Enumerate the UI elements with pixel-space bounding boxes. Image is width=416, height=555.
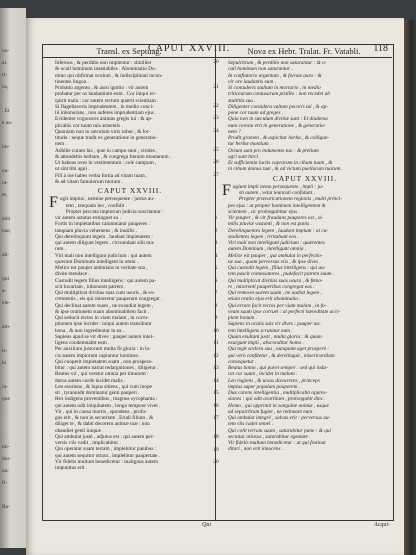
text-line: bitur : qui autem narrat redargutiones , diligetur . xyxy=(55,365,159,371)
previous-page-fragment: al. xyxy=(2,60,8,66)
text-line: qui autem sequitur otium , implebitur paupertate . xyxy=(55,452,161,459)
text-line: lii inhonorans , non auferes imprudentiam ejus . xyxy=(55,110,157,116)
text-line: agri sunt hirci . xyxy=(228,153,261,160)
text-line: Qui seducit rectos in viam malam , in corru- xyxy=(55,315,149,321)
catchword-right: Acqui- xyxy=(374,522,390,528)
verse-number: 12 xyxy=(213,352,219,359)
text-line: probatur per os laudantium eum . Cor iniqui ex- xyxy=(55,91,157,98)
verse-number: 18 xyxy=(213,434,219,440)
previous-page-fragment: ebit xyxy=(2,216,11,222)
left-chapter-passage xyxy=(49,196,211,471)
verse-number: 21 xyxy=(213,84,219,90)
text-line: Qui cooperit impietatem suam , non prospera- xyxy=(55,358,153,365)
text-line: Rex indigens proventibus , magnus sycophanta : xyxy=(55,396,158,403)
text-line: cis autem impiorum capiuntur homines . xyxy=(55,352,141,359)
text-line: scientem , sic prolongabitur ejus . xyxy=(228,208,300,215)
drop-cap: F xyxy=(222,181,231,199)
verse-number: 9 xyxy=(214,315,218,322)
text-line: rum . xyxy=(55,246,67,253)
text-line: Qui ambulat justè , adjutus est : qui autem per- xyxy=(55,433,155,440)
previous-page-edge xyxy=(0,8,26,548)
text-line: milis pluviæ vastanti , & non est panis . xyxy=(228,221,312,228)
text-line: pient bonum . xyxy=(228,315,257,321)
text-line: sectatur otiosos , saturabitur egestate . xyxy=(228,433,311,440)
text-line: tem intelligens scrutatur eum . xyxy=(228,327,293,334)
text-line: Si contuderis stultum in mortario , in medio xyxy=(228,85,321,91)
verse-number: 24 xyxy=(213,127,219,134)
text-line: tem , tanquam leo , confidit . xyxy=(65,202,127,209)
previous-page-fragment: is- xyxy=(2,348,8,354)
previous-page-fragment: lo xyxy=(2,360,7,366)
text-line: Derelinquentes legem , laudant impium : at cu- xyxy=(228,227,329,234)
previous-page-fragment: ua: xyxy=(2,468,9,474)
text-line: re , miserenti pauperibus congregat eas . xyxy=(228,283,315,290)
text-line: stodientes legem , irritabunt eos . xyxy=(228,233,299,240)
text-line: Qui ambulat integrè , salvus erit : perversus au- xyxy=(228,415,331,421)
text-line: & oculi hominum insatiabiles . Abominatio Do- xyxy=(55,66,157,73)
verse-number: 11 xyxy=(213,340,219,347)
text-line: Quoniam non in sæculum viris robur , & for- xyxy=(55,128,151,135)
text-line: Qui custodit legem , filius intelligens : qui au- xyxy=(228,265,326,271)
text-line: In conflatorio argentum , & fornax auro : & xyxy=(228,72,322,79)
text-line: rat cor suum , incidet in malum . xyxy=(228,371,298,378)
right-top-passage xyxy=(222,60,388,173)
previous-page-fragment: ele- xyxy=(2,300,11,306)
previous-page-fragment: nae, xyxy=(2,228,12,234)
text-line: Viri mali non intelligunt judicium : qui autem xyxy=(55,252,152,259)
text-line: Sapiens in oculis suis vir dives : pauper au- xyxy=(228,321,321,328)
text-line: Diligenter considera vultum pecoris tui , & ap- xyxy=(228,103,329,110)
verse-number: 15 xyxy=(213,390,219,397)
text-line: Qui multiplicat divitias suas cum usuris , & ex- xyxy=(55,290,156,296)
text-line: Melior est pauper , qui ambulat in perfectio- xyxy=(228,252,323,259)
previous-page-fragment: ali- xyxy=(2,252,10,258)
verse-number: 2 xyxy=(214,227,218,234)
right-column xyxy=(216,45,392,520)
previous-page-fragment: ri- xyxy=(2,72,8,78)
verse-number: 10 xyxy=(213,327,219,334)
text-line: & attondebis herbam , & congrega fœnum montanum . xyxy=(55,153,172,160)
text-line: Si flagellaveris imprudentem , in medio conci- xyxy=(55,103,154,110)
text-line: qui verò confitetur , & derelinquit , misericordiam xyxy=(228,352,335,359)
text-line: Custodit legem filius intelligens : qui autem pa- xyxy=(55,277,157,284)
text-line: Fugiunt impii nemo persequente , impii : ju- xyxy=(222,181,324,199)
text-line: obaudiet genti iniquæ . xyxy=(55,427,104,434)
text-line: quærunt Dominum intelligent in omni . xyxy=(55,258,139,265)
text-line: & ad vitam famulorum tuorum . xyxy=(55,178,123,185)
text-line: Sapiens apud se vir dives : pauper autem intel- xyxy=(55,333,154,340)
previous-page-fragment: . xyxy=(2,432,4,438)
text-line: pes ejus : at propter hominem intelligentem & xyxy=(228,202,326,209)
left-top-passage xyxy=(49,60,211,185)
text-line: Viri mali non intelligunt judicium : quærentes xyxy=(228,240,325,246)
text-line: Qui derelinquunt legem , laudant impietatem : xyxy=(55,233,153,240)
text-line: quirit mala : cor autem rectum quærit scientiam . xyxy=(55,97,159,104)
verse-number: 6 xyxy=(214,277,218,284)
text-line: Per auxilium justorum multa fit gloria : in lo- xyxy=(55,346,151,353)
text-line: tur herbæ montium . xyxy=(228,141,272,148)
text-line: ad sepulchrum fugiet , ne retineant eum . xyxy=(228,408,315,415)
text-line: etiam oratio ejus erit abominatio . xyxy=(228,296,301,303)
verse-number: 13 xyxy=(213,365,219,372)
text-line: Vir fidelis multum benedicetur : at qui festinat xyxy=(228,440,326,446)
previous-page-fragment: ra- xyxy=(2,180,9,186)
drop-cap: F xyxy=(49,194,58,212)
previous-page-fragment: a- xyxy=(2,288,7,294)
text-line: Propter prævaricationem regionis , multi princi- xyxy=(238,196,342,203)
previous-page-fragment: no- xyxy=(2,48,10,54)
text-line: impius super populum pauperem . xyxy=(228,383,301,390)
verse-number: 25 xyxy=(213,146,219,153)
book-edge-shadow xyxy=(404,20,416,555)
text-line: nem . xyxy=(55,141,67,148)
text-line: Propter peccata impiorum judicia suscitantur : xyxy=(65,208,164,215)
text-line: plicabis cor tuum tuis armentis . xyxy=(55,122,123,129)
previous-page-fragment: . Et xyxy=(2,108,10,114)
text-line: Ut habeas oves in vestimentum : cole campum , xyxy=(55,160,157,166)
left-column-text xyxy=(43,58,215,471)
text-line: veam suam ipse corruet : at perfecti hæreditate acci- xyxy=(228,308,341,315)
text-line: Leo esuriens , & lupus sitiens , qui cum inope xyxy=(55,383,152,390)
previous-page-fragment: . xyxy=(2,408,4,414)
text-frame xyxy=(42,44,394,521)
text-line: tem pascit comessatores , pudefacit patrem suum . xyxy=(228,271,335,278)
text-line: Probatio argento , & auro ignitio : vir autem xyxy=(55,85,149,91)
text-line: nem ? xyxy=(228,128,241,135)
text-line: Vir pauper , & vir fraudans pauperes est , si- xyxy=(228,215,324,221)
verse-number: 17 xyxy=(213,415,219,422)
text-line: Qui colit terram suam , saturabitur pane : & qui xyxy=(228,427,331,434)
text-line: Adhibe curam his , quæ in campo sunt , virides , xyxy=(55,147,158,154)
text-line: ut sint tibi agni . xyxy=(55,166,90,173)
text-line: Quia non in sæculum divitiæ sunt : Et diadema xyxy=(228,116,328,123)
text-line: diliget te , & dabit decorem animæ tuæ : non xyxy=(55,421,150,428)
text-line: qui autem diligunt legem , circumdant sibi mu- xyxy=(55,240,155,246)
text-line: triticearum contusarum pistillo : non recedet ab xyxy=(228,91,330,98)
verse-number: 20 xyxy=(213,59,219,65)
text-line: tem viis cadet semel . xyxy=(228,421,274,428)
text-line: impunitus erit . xyxy=(55,465,88,471)
text-line: Fili à me habes verba fortia ad vitam tuam , xyxy=(55,172,148,179)
catchword-left: Qui xyxy=(202,522,211,528)
text-line: Vir fidelis multum benedicetur : malignus autem xyxy=(55,458,158,465)
text-line: Fortis in impietatibus calumniatur pauperes : xyxy=(55,221,150,228)
previous-page-fragment: te, xyxy=(2,192,8,198)
text-line: ne sua , quam perversus viis , & ipse dives . xyxy=(228,258,321,265)
text-line: Infernus , & perditio non implentur : similiter xyxy=(55,60,152,66)
text-line: ptionem ipse incidet : iniqui autem transibunt xyxy=(55,321,152,328)
previous-page-fragment: qui xyxy=(2,276,10,282)
right-column-text xyxy=(216,58,392,453)
verse-number: 1 xyxy=(214,215,218,222)
book-page xyxy=(26,18,404,555)
previous-page-fragment: im- xyxy=(2,144,10,150)
text-line: Leo rugiens , & ursus discurrens , princeps xyxy=(228,377,320,384)
right-chapter-title: CAPUT XXVIII. xyxy=(272,173,338,183)
text-line: versis viis vadit , implicabitur . xyxy=(55,440,121,446)
right-column-heading: Nova ex Hebr. Tralat. Fr. Vatabli. xyxy=(216,45,392,58)
verse-number: 22 xyxy=(213,102,219,109)
text-line: Homo , qui opprimit in sanguine animæ , usque xyxy=(228,402,329,409)
page-number: 118 xyxy=(373,43,388,54)
verse-number: 8 xyxy=(214,302,218,309)
text-line: ligens condemnabit eum . xyxy=(55,340,110,346)
text-line: Sepulchrum , & perditio non saturantur : & o- xyxy=(228,60,327,66)
text-line: & ipse orationem suam abominabilem facit . xyxy=(55,308,150,315)
left-chapter-title: CAPUT XXVIII. xyxy=(97,186,163,195)
text-line: Prodit gramen , & aspicitur herba , & colligun- xyxy=(228,135,330,141)
text-line: Et sufficientia lactis caprarum in cibum tuum , & xyxy=(228,160,333,166)
text-line: tinentes lingua . xyxy=(55,78,89,85)
text-line: divite mendace . xyxy=(55,271,90,278)
verse-number: 7 xyxy=(214,290,218,297)
text-line: Vir , qui in causa mortis , spondens , profu- xyxy=(55,408,147,415)
previous-page-fragment: ra- xyxy=(2,384,9,390)
verse-number: 3 xyxy=(214,240,218,247)
text-line: qui autem odit iniquitatem , longo tempore vivet . xyxy=(55,402,161,409)
left-column-heading: Transl. ex Septuag. xyxy=(43,45,215,58)
previous-page-fragment: Ba- xyxy=(2,504,10,510)
right-chapter-passage xyxy=(222,181,388,453)
previous-page-fragment: e au- xyxy=(2,120,13,126)
text-line: vir ore laudantis eum . xyxy=(228,78,276,85)
verse-number: 5 xyxy=(214,265,218,272)
verse-number: 27 xyxy=(213,171,219,178)
text-line: crementis , eis qui miseretur pauperum congregat . xyxy=(55,296,163,303)
text-line: Melior est pauper ambulans in veritate sua , xyxy=(55,265,148,271)
text-line: consequetur . xyxy=(228,358,257,365)
page-footer xyxy=(42,522,392,532)
text-line: Qui declinat aurem suam , ne exaudiat legem , xyxy=(55,302,154,309)
text-line: num corona erit in generatione , & generatio- xyxy=(228,122,326,129)
text-line: sit , tyrannidit dominatur genti pauperi . xyxy=(55,390,140,396)
text-line: Fugit impius , nemine persequente : justus au- xyxy=(49,194,155,212)
previous-page-fragment: que xyxy=(2,396,10,402)
text-line: ditari , non erit innocens . xyxy=(228,446,284,453)
text-line: in cibum domus tuæ , & ad victum puellarum tuarum . xyxy=(228,166,344,173)
text-line: culi hominum non saturantur . xyxy=(228,66,293,73)
text-line: Evidenter cognosces animas gregis tui : & ap- xyxy=(55,116,153,123)
verse-number: 14 xyxy=(213,377,219,384)
text-line: Beatus vir , qui veretur omnia per timorem : xyxy=(55,371,149,378)
text-line: scit luxuriam , inhonorat patrem . xyxy=(55,283,126,290)
text-line: Ovium sunt pro indumento tuo : & pretium xyxy=(228,147,319,154)
text-line: Qui removet aurem suam , ne audiat legem , xyxy=(228,290,322,296)
previous-page-fragment: na- xyxy=(2,168,10,174)
text-line: pone cor tuum ad greges . xyxy=(228,110,284,116)
text-line: tanquam pluvia vehemens , & inutilis . xyxy=(55,227,138,234)
text-line: vir autem astutus extinguet ea . xyxy=(55,215,121,221)
text-line: autem Dominum , intelligunt omnia . xyxy=(228,246,307,253)
text-line: Qui tegit scelera sua , nunquam aget prosperè : xyxy=(228,346,330,353)
text-line: titudo : neque tradit ex generatione in generatio- xyxy=(55,135,158,141)
text-line: Dux carens intelligentia , multiplicabit oppres- xyxy=(228,390,328,396)
previous-page-fragment: mi- xyxy=(2,444,10,450)
previous-page-fragment: fi- xyxy=(2,480,8,486)
text-line: sti autem , velut leunculi confidunt . xyxy=(238,190,315,196)
text-line: Quum exultant justi , multa gloria : & quum xyxy=(228,333,322,340)
text-line: durus autem corde incidet malis . xyxy=(55,377,126,384)
verse-number: 23 xyxy=(213,115,219,122)
previous-page-fragment: mo- xyxy=(2,456,11,462)
text-line: Qui operatur suam terram , implebitur panibus : xyxy=(55,446,157,453)
text-line: Qui errare facit rectos per viam malam , in fo- xyxy=(228,302,327,309)
text-line: gus erit , & non in securitate . Erudi filium , & xyxy=(55,415,154,421)
text-line: Qui multiplicat divitias suas usura , & fœno- xyxy=(228,277,323,284)
previous-page-fragment: am- xyxy=(2,324,11,330)
text-line: stultitia sua . xyxy=(228,97,256,104)
text-line: bona , & non ingredientur in ea . xyxy=(55,327,124,334)
previous-page-fragment: us, xyxy=(2,84,9,90)
verse-number: 26 xyxy=(213,159,219,165)
verse-number: 19 xyxy=(213,446,219,453)
left-column xyxy=(43,45,216,520)
text-line: Beatus homo , qui pavet semper : sed qui indu- xyxy=(228,365,328,371)
running-head: CAPUT XXVIII. xyxy=(148,43,231,54)
text-line: exurgunt impii , absconditur homo . xyxy=(228,340,304,346)
verse-number: 20 xyxy=(213,459,219,465)
text-line: mino qui obfirmat oculum , & indisciplinati incon- xyxy=(55,72,163,79)
text-line: siones : qui odit avaritiam , prolongabit dies . xyxy=(228,396,326,403)
verse-number: 4 xyxy=(214,252,218,259)
verse-number: 16 xyxy=(213,402,219,409)
